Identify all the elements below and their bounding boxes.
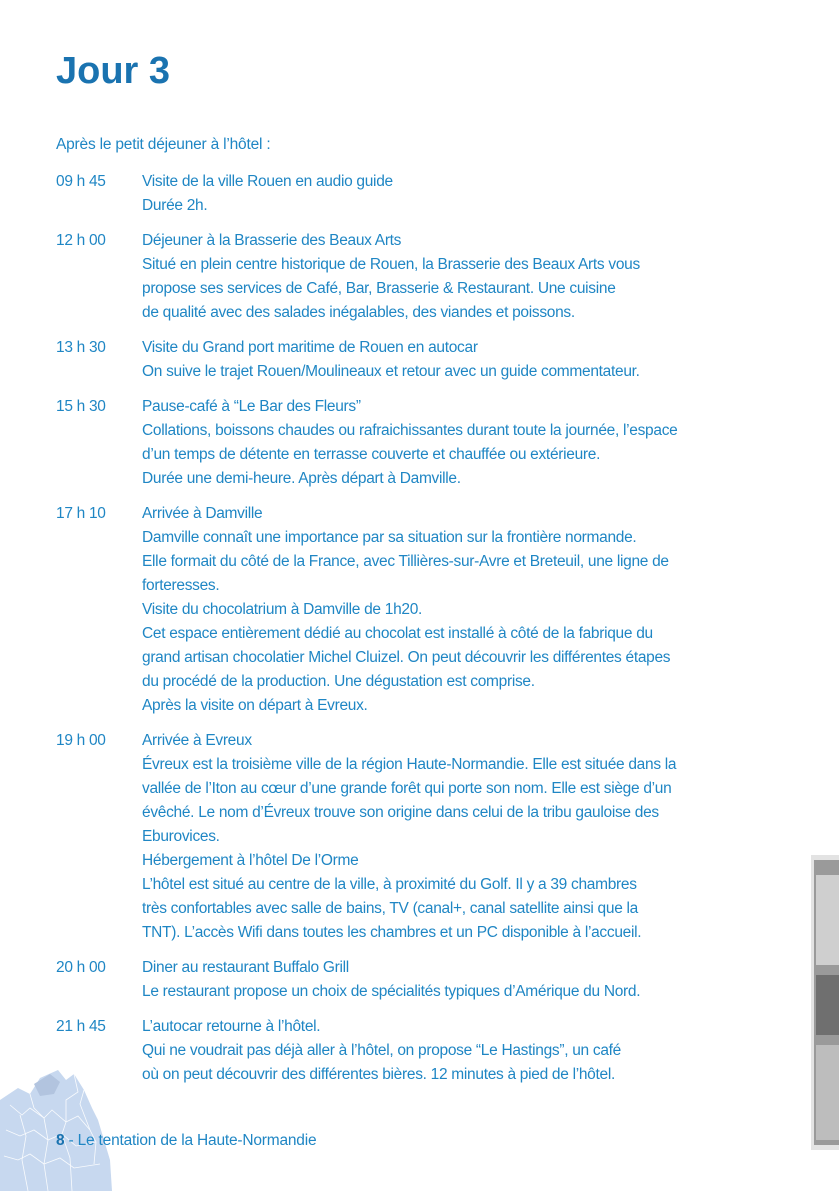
schedule-list <box>56 170 756 1098</box>
page-footer <box>56 1132 316 1150</box>
schedule-time: 12 h 00 <box>56 232 106 249</box>
footer-separator: - <box>64 1132 78 1149</box>
schedule-line: Diner au restaurant Buffalo Grill <box>142 959 349 976</box>
schedule-line: Qui ne voudrait pas déjà aller à l’hôtel, on propose “Le Hastings”, un café <box>142 1042 621 1059</box>
schedule-entry <box>56 729 756 945</box>
schedule-time: 20 h 00 <box>56 959 106 976</box>
schedule-line: d’un temps de détente en terrasse couverte et chauffée ou extérieure. <box>142 446 601 463</box>
schedule-line: Hébergement à l’hôtel De l’Orme <box>142 852 359 869</box>
schedule-entry <box>56 229 756 325</box>
schedule-entry <box>56 395 756 491</box>
schedule-entry <box>56 1015 756 1087</box>
normandy-map-icon <box>0 1060 120 1191</box>
schedule-line: propose ses services de Café, Bar, Brasserie & Restaurant. Une cuisine <box>142 280 616 297</box>
schedule-line: du procédé de la production. Une dégustation est comprise. <box>142 673 535 690</box>
schedule-description <box>142 229 756 325</box>
schedule-entry <box>56 956 756 1004</box>
schedule-time: 19 h 00 <box>56 732 106 749</box>
page-number: 8 <box>56 1132 65 1149</box>
schedule-description <box>142 502 756 718</box>
schedule-line: très confortables avec salle de bains, TV (canal+, canal satellite ainsi que la <box>142 900 638 917</box>
schedule-time: 15 h 30 <box>56 398 106 415</box>
schedule-line: Situé en plein centre historique de Rouen, la Brasserie des Beaux Arts vous <box>142 256 640 273</box>
schedule-line: L’hôtel est situé au centre de la ville, à proximité du Golf. Il y a 39 chambres <box>142 876 637 893</box>
schedule-entry <box>56 502 756 718</box>
footer-title: Le tentation de la Haute-Normandie <box>77 1132 317 1149</box>
schedule-line: Collations, boissons chaudes ou rafraichissantes durant toute la journée, l’espace <box>142 422 678 439</box>
schedule-time: 21 h 45 <box>56 1018 106 1035</box>
schedule-description <box>142 336 756 384</box>
schedule-time: 13 h 30 <box>56 339 106 356</box>
schedule-line: Après la visite on départ à Evreux. <box>142 697 368 714</box>
schedule-line: Damville connaît une importance par sa situation sur la frontière normande. <box>142 529 637 546</box>
schedule-line: On suive le trajet Rouen/Moulineaux et retour avec un guide commentateur. <box>142 363 640 380</box>
schedule-description <box>142 395 756 491</box>
schedule-description <box>142 956 756 1004</box>
schedule-description <box>142 729 756 945</box>
schedule-entry <box>56 336 756 384</box>
page-title: Jour 3 <box>56 50 171 92</box>
schedule-line: TNT). L’accès Wifi dans toutes les chambres et un PC disponible à l’accueil. <box>142 924 642 941</box>
schedule-line: Durée 2h. <box>142 197 208 214</box>
schedule-description <box>142 170 756 218</box>
schedule-line: Eburovices. <box>142 828 220 845</box>
schedule-line: Elle formait du côté de la France, avec Tillières-sur-Avre et Breteuil, une ligne de <box>142 553 669 570</box>
schedule-line: Pause-café à “Le Bar des Fleurs” <box>142 398 361 415</box>
schedule-line: Le restaurant propose un choix de spécialités typiques d’Amérique du Nord. <box>142 983 641 1000</box>
hotel-photo-icon <box>811 855 839 1150</box>
schedule-description <box>142 1015 756 1087</box>
schedule-line: vallée de l’Iton au cœur d’une grande forêt qui porte son nom. Elle est siège d’un <box>142 780 672 797</box>
schedule-line: Arrivée à Damville <box>142 505 263 522</box>
schedule-line: forteresses. <box>142 577 220 594</box>
schedule-line: Visite du Grand port maritime de Rouen en autocar <box>142 339 478 356</box>
schedule-line: Durée une demi-heure. Après départ à Damville. <box>142 470 461 487</box>
schedule-line: Cet espace entièrement dédié au chocolat est installé à côté de la fabrique du <box>142 625 653 642</box>
schedule-line: Arrivée à Evreux <box>142 732 252 749</box>
schedule-line: L’autocar retourne à l’hôtel. <box>142 1018 321 1035</box>
schedule-line: Visite du chocolatrium à Damville de 1h20. <box>142 601 423 618</box>
schedule-line: où on peut découvrir des différentes bières. 12 minutes à pied de l’hôtel. <box>142 1066 615 1083</box>
schedule-time: 09 h 45 <box>56 173 106 190</box>
schedule-entry <box>56 170 756 218</box>
schedule-time: 17 h 10 <box>56 505 106 522</box>
schedule-line: évêché. Le nom d’Évreux trouve son origine dans celui de la tribu gauloise des <box>142 804 659 821</box>
intro-text: Après le petit déjeuner à l’hôtel : <box>56 136 271 153</box>
schedule-line: Visite de la ville Rouen en audio guide <box>142 173 393 190</box>
schedule-line: Déjeuner à la Brasserie des Beaux Arts <box>142 232 402 249</box>
schedule-line: de qualité avec des salades inégalables, des viandes et poissons. <box>142 304 575 321</box>
schedule-line: Évreux est la troisième ville de la région Haute-Normandie. Elle est située dans la <box>142 756 677 773</box>
schedule-line: grand artisan chocolatier Michel Cluizel. On peut découvrir les différentes étapes <box>142 649 671 666</box>
